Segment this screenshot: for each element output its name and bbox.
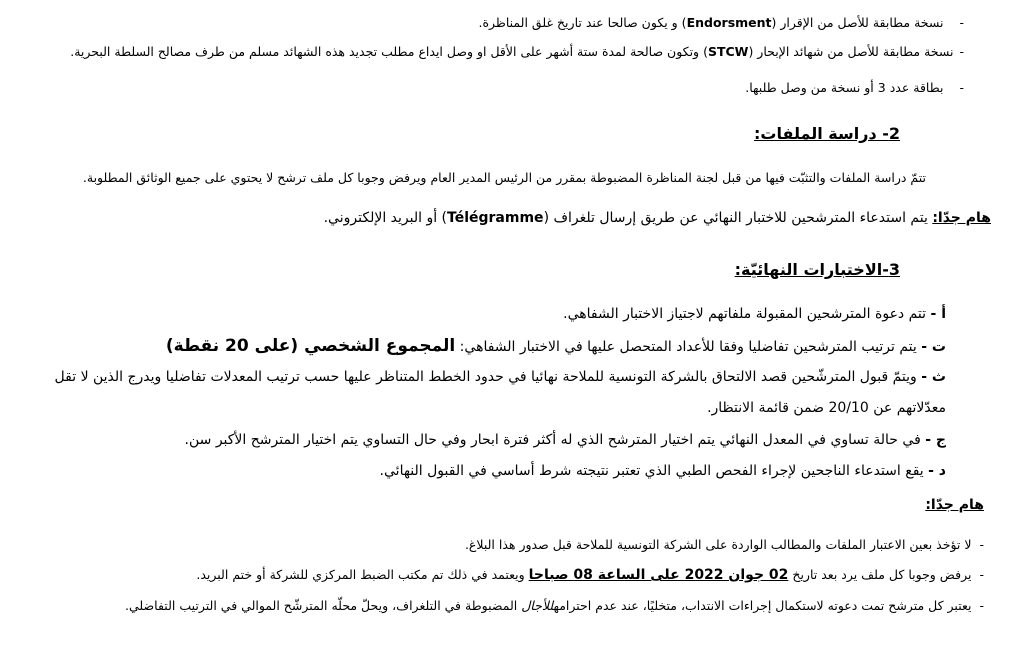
item-text: ويعتمد في ذلك تم مكتب الضبط المركزي للشركة أو ختم البريد. [196,567,529,582]
bullet: - [959,44,964,59]
item-marker: ت - [921,339,946,355]
item-bold: المجموع الشخصي (على 20 نقطة) [165,336,456,356]
important-note [324,210,991,228]
note-bold: Télégramme [447,210,544,226]
list-item [478,15,964,31]
list-item [465,537,984,553]
item-marker: أ - [930,306,946,322]
item-italic: للأجال [521,598,554,613]
important-label: هام جدّا: [932,210,991,226]
list-item [563,306,946,324]
note-text: يتم استدعاء المترشحين للاختبار النهائي عن طريق إرسال تلغراف ( [543,210,933,226]
item-text: نسخة مطابقة للأصل من شهائد الإبحار ( [748,44,954,59]
list-item [125,598,984,614]
item-text: معدّلاتهم عن 20/10 ضمن قائمة الانتظار. [707,400,946,416]
item-text: يعتبر كل مترشح تمت دعوته لاستكمال إجراءات الانتداب، متخليًا، عند عدم احترامه [553,598,972,613]
important-heading: هام جدّا: [925,497,984,513]
item-marker: ج - [925,432,946,448]
bullet: - [979,598,984,613]
item-text: المضبوطة في التلغراف، ويحلّ محلّه المترشّح الموالي في الترتيب التفاضلي. [125,598,522,613]
section-heading: 3-الاختبارات النهائيّة: [734,260,900,279]
item-marker: ث - [921,369,946,385]
item-text: يقع استدعاء الناجحين لإجراء الفحص الطبي الذي تعتبر نتيجته شرط أساسي في القبول النهائي. [379,463,929,479]
list-item [380,463,946,481]
bullet: - [979,567,984,582]
section-heading: 2- دراسة الملفات: [753,124,900,143]
paragraph: تتمّ دراسة الملفات والتثبّت فيها من قبل لجنة المناظرة المضبوطة بمقرر من الرئيس المدير العام ويرفض وجوبا كل ملف ترشح لا يحتوي على جميع الوثائق المطلوبة. [82,170,926,185]
item-text: بطاقة عدد 3 أو نسخة من وصل طلبها. [745,80,944,95]
list-item [55,369,946,387]
list-item [166,336,946,357]
item-bold: STCW [707,44,749,59]
item-text: ) وتكون صالحة لمدة ستة أشهر على الأقل او وصل ايداع مطلب تجديد هذه الشهائد مسلم من طرف مصالح السلطة البحرية. [70,44,708,59]
item-text: في حالة تساوي في المعدل النهائي يتم اختيار المترشح الذي له أكثر فترة ابحار وفي حال التساوي يتم اختيار المترشح الأكبر سن. [184,432,926,448]
item-bold: Endorsment [686,15,772,30]
item-text: ويتمّ قبول المترشّحين قصد الالتحاق بالشركة التونسية للملاحة نهائيا في حدود الخطط المتناظر عليها حسب ترتيب المعدلات تفاضليا ويدرج الذين لا تقل [54,369,922,385]
item-text: يرفض وجوبا كل ملف يرد بعد تاريخ [788,567,972,582]
bullet: - [959,15,964,30]
item-text: تتم دعوة المترشحين المقبولة ملفاتهم لاجتياز الاختبار الشفاهي. [563,306,931,322]
list-item [196,567,984,585]
item-text: يتم ترتيب المترشحين تفاضليا وفقا للأعداد المتحصل عليها في الاختبار الشفاهي: [455,339,922,355]
item-bold: 02 جوان 2022 على الساعة 08 صباحا [528,567,789,583]
item-marker: د - [928,463,946,479]
list-item-continuation [707,400,946,418]
item-text: نسخة مطابقة للأصل من الإقرار ( [771,15,944,30]
note-text: ) أو البريد الإلكتروني. [323,210,448,226]
item-text: لا تؤخذ بعين الاعتبار الملفات والمطالب الواردة على الشركة التونسية للملاحة قبل صدور هذا البلاغ. [464,537,972,552]
bullet: - [979,537,984,552]
list-item [185,432,946,450]
item-text: ) و يكون صالحا عند تاريخ غلق المناظرة. [478,15,687,30]
list-item [745,80,964,96]
list-item [70,44,964,60]
bullet: - [959,80,964,95]
